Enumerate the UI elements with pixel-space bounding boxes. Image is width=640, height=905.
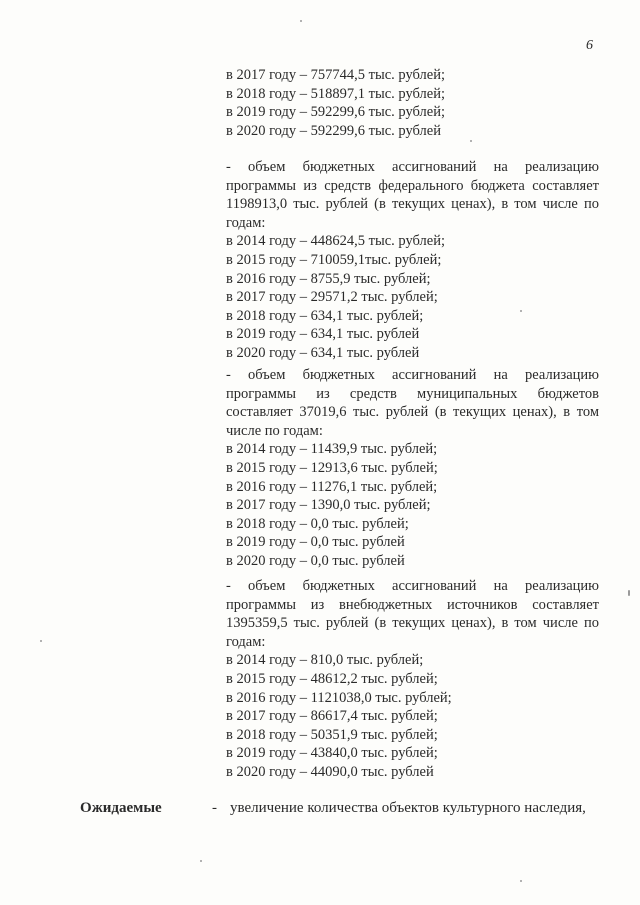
scan-speck bbox=[470, 140, 472, 142]
section-municipal bbox=[226, 366, 599, 571]
year-line: в 2019 году – 0,0 тыс. рублей bbox=[226, 534, 405, 551]
year-line: в 2020 году – 0,0 тыс. рублей bbox=[226, 552, 405, 569]
page-number: 6 bbox=[586, 38, 593, 53]
scan-speck bbox=[520, 880, 522, 882]
scan-speck bbox=[40, 640, 42, 642]
year-line: в 2017 году – 1390,0 тыс. рублей; bbox=[226, 497, 431, 514]
section-federal bbox=[226, 158, 599, 363]
year-line: в 2017 году – 757744,5 тыс. рублей; bbox=[226, 67, 446, 83]
scan-speck bbox=[520, 310, 522, 312]
year-line: в 2016 году – 1121038,0 тыс. рублей; bbox=[226, 689, 452, 706]
row-label-expected: Ожидаемые bbox=[80, 800, 162, 816]
year-line: в 2014 году – 810,0 тыс. рублей; bbox=[226, 652, 424, 669]
scan-speck bbox=[300, 20, 302, 22]
expected-results-text: увеличение количества объектов культурного наследия, bbox=[230, 800, 586, 816]
year-line: в 2019 году – 634,1 тыс. рублей bbox=[226, 326, 420, 343]
year-line: в 2020 году – 44090,0 тыс. рублей bbox=[226, 763, 434, 780]
year-line: в 2015 году – 12913,6 тыс. рублей; bbox=[226, 459, 438, 476]
year-line: в 2020 году – 634,1 тыс. рублей bbox=[226, 344, 420, 361]
section-intro: - объем бюджетных ассигнований на реализацию программы из внебюджетных источников составляет 1395359,5 тыс. рублей (в текущих ценах), в том числе по годам: bbox=[226, 578, 599, 650]
year-line: в 2017 году – 86617,4 тыс. рублей; bbox=[226, 708, 438, 725]
scan-speck bbox=[628, 590, 630, 596]
year-line: в 2017 году – 29571,2 тыс. рублей; bbox=[226, 289, 438, 306]
top-block bbox=[226, 66, 599, 140]
year-line: в 2015 году – 710059,1тыс. рублей; bbox=[226, 251, 442, 268]
year-line: в 2014 году – 448624,5 тыс. рублей; bbox=[226, 233, 446, 250]
year-line: в 2018 году – 50351,9 тыс. рублей; bbox=[226, 726, 438, 743]
year-line: в 2020 году – 592299,6 тыс. рублей bbox=[226, 122, 441, 139]
section-intro: - объем бюджетных ассигнований на реализацию программы из средств федерального бюджета составляет 1198913,0 тыс. рублей (в текущих ценах), в том числе по годам: bbox=[226, 159, 599, 231]
year-line: в 2015 году – 48612,2 тыс. рублей; bbox=[226, 670, 438, 687]
year-line: в 2016 году – 11276,1 тыс. рублей; bbox=[226, 478, 438, 495]
year-line: в 2014 году – 11439,9 тыс. рублей; bbox=[226, 441, 438, 458]
section-extrabudgetary bbox=[226, 577, 599, 782]
year-line: в 2018 году – 518897,1 тыс. рублей; bbox=[226, 85, 446, 102]
scan-speck bbox=[200, 860, 202, 862]
year-line: в 2019 году – 592299,6 тыс. рублей; bbox=[226, 104, 446, 121]
year-line: в 2019 году – 43840,0 тыс. рублей; bbox=[226, 745, 438, 762]
row-dash: - bbox=[212, 800, 217, 816]
year-line: в 2018 году – 634,1 тыс. рублей; bbox=[226, 307, 424, 324]
year-line: в 2018 году – 0,0 тыс. рублей; bbox=[226, 515, 409, 532]
year-line: в 2016 году – 8755,9 тыс. рублей; bbox=[226, 270, 431, 287]
section-intro: - объем бюджетных ассигнований на реализацию программы из средств муниципальных бюджетов составляет 37019,6 тыс. рублей (в текущих ценах), в том числе по годам: bbox=[226, 367, 599, 439]
